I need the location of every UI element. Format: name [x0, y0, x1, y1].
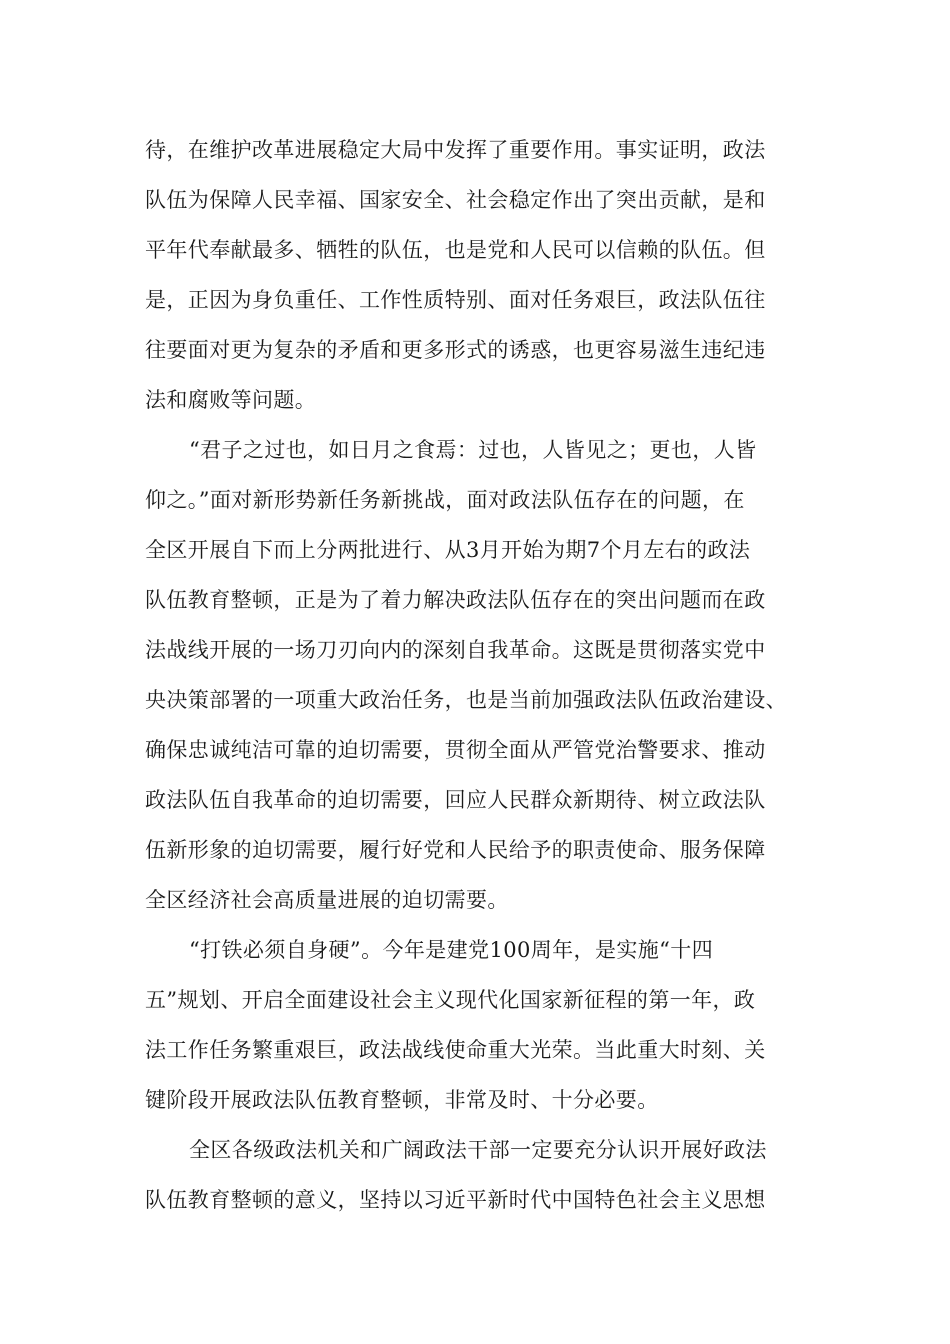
- text-line: 全区经济社会高质量进展的迫切需要。: [145, 888, 509, 912]
- text-line: 往要面对更为复杂的矛盾和更多形式的诱惑，也更容易滋生违纪违: [145, 338, 766, 362]
- text-line: 央决策部署的一项重大政治任务，也是当前加强政法队伍政治建设、: [145, 688, 787, 712]
- text-line: 队伍教育整顿的意义，坚持以习近平新时代中国特色社会主义思想: [145, 1188, 766, 1212]
- text-line: 政法队伍自我革命的迫切需要，回应人民群众新期待、树立政法队: [145, 788, 766, 812]
- text-line: 伍新形象的迫切需要，履行好党和人民给予的职责使命、服务保障: [145, 838, 766, 862]
- text-line: 是，正因为身负重任、工作性质特别、面对任务艰巨，政法队伍往: [145, 288, 766, 312]
- text-line: 法和腐败等问题。: [145, 388, 317, 412]
- paragraph-first-line: 全区各级政法机关和广阔政法干部一定要充分认识开展好政法: [189, 1138, 767, 1162]
- text-line: 五”规划、开启全面建设社会主义现代化国家新征程的第一年，政: [145, 988, 756, 1012]
- text-line: 队伍为保障人民幸福、国家安全、社会稳定作出了突出贡献，是和: [145, 188, 766, 212]
- paragraph-first-line: “打铁必须自身硬”。今年是建党100周年，是实施“十四: [189, 938, 714, 962]
- text-line: 待，在维护改革进展稳定大局中发挥了重要作用。事实证明，政法: [145, 138, 766, 162]
- text-line: 仰之。”面对新形势新任务新挑战，面对政法队伍存在的问题，在: [145, 488, 745, 512]
- text-line: 平年代奉献最多、牺牲的队伍，也是党和人民可以信赖的队伍。但: [145, 238, 766, 262]
- text-line: 全区开展自下而上分两批进行、从3月开始为期7个月左右的政法: [145, 538, 751, 562]
- text-line: 队伍教育整顿，正是为了着力解决政法队伍存在的突出问题而在政: [145, 588, 766, 612]
- paragraph-first-line: “君子之过也，如日月之食焉：过也，人皆见之；更也，人皆: [189, 438, 757, 462]
- text-line: 确保忠诚纯洁可靠的迫切需要，贯彻全面从严管党治警要求、推动: [145, 738, 766, 762]
- text-line: 法工作任务繁重艰巨，政法战线使命重大光荣。当此重大时刻、关: [145, 1038, 766, 1062]
- text-line: 法战线开展的一场刀刃向内的深刻自我革命。这既是贯彻落实党中: [145, 638, 766, 662]
- text-line: 键阶段开展政法队伍教育整顿，非常及时、十分必要。: [145, 1088, 659, 1112]
